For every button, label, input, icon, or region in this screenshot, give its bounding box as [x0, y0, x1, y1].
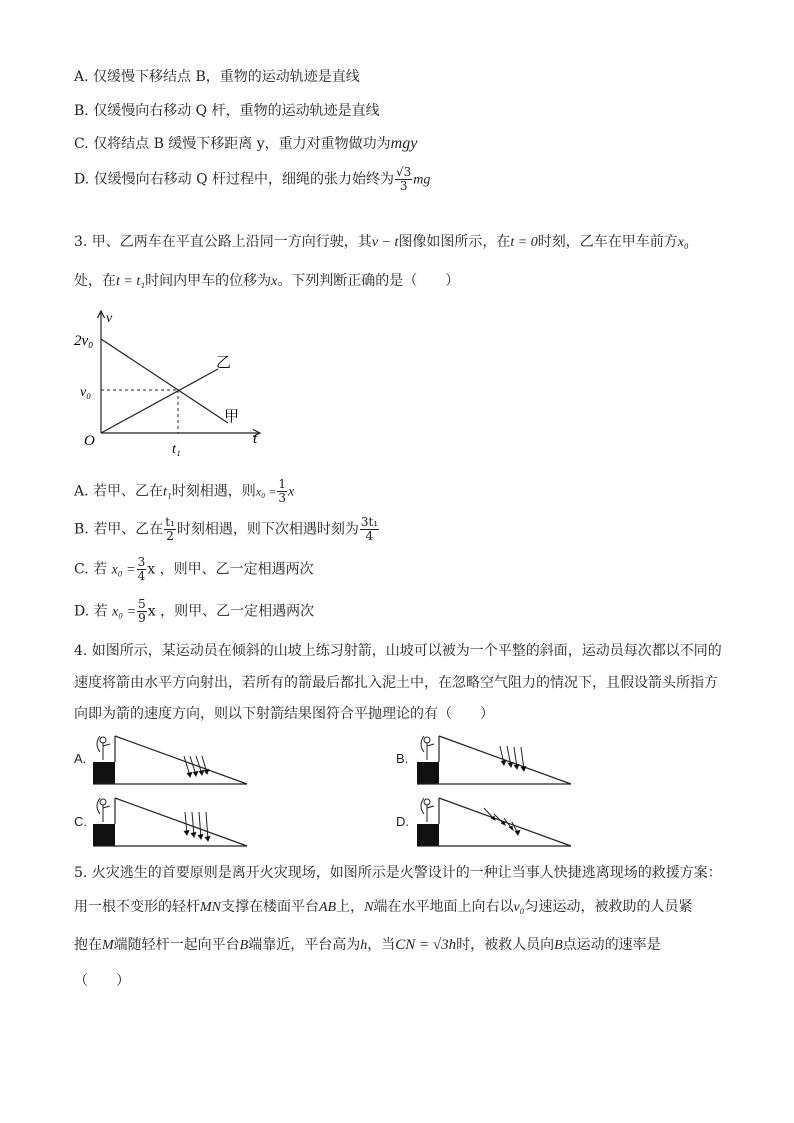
q5-stem-line1: 5. 火灾逃生的首要原则是离开火灾现场，如图所示是火警设计的一种让当事人快捷逃离现场的救援方案：	[74, 865, 722, 881]
q5-stem-line2: 用一根不变形的轻杆MN支撑在楼面平台AB上，N端在水平地面上向右以v₀匀速运动，被救助的人员紧	[74, 899, 693, 915]
q4-diagram-b	[414, 732, 574, 787]
q5-answer-bracket: （ ）	[74, 973, 130, 989]
q3-option-a: A. 若甲、乙在t₁时刻相遇，则x₀ = $\frac{1}{3}$ x	[74, 477, 295, 505]
q2-option-c-text: C. 仅将结点 B 缓慢下移距离 y，重力对重物做功为	[74, 136, 391, 152]
label-t1: t₁	[172, 442, 181, 457]
q4-diagram-d	[414, 794, 574, 849]
q5-stem-line3: 抱在M端随轻杆一起向平台B端靠近，平台高为h，当CN = √3h时，被救人员向B点运动的速率是	[74, 937, 661, 953]
q2-option-c	[74, 133, 417, 153]
label-t: t	[253, 431, 258, 447]
label-origin: O	[84, 433, 95, 449]
q3-stem-line2: 处，在t = t₁时间内甲车的位移为x。下列判断正确的是（ ）	[74, 273, 460, 289]
label-v0: v₀	[80, 385, 92, 400]
label-yi: 乙	[216, 355, 232, 371]
q2-option-d-fraction: $\frac{√3}{3}$	[396, 165, 412, 193]
q2-option-a: A. 仅缓慢下移结点 B，重物的运动轨迹是直线	[74, 69, 360, 85]
q4-label-d: D.	[396, 814, 409, 829]
q2-option-d-mg: mg	[413, 172, 431, 188]
q4-diagram-a	[90, 732, 250, 787]
q3-option-d: D. 若 x₀ = $\frac{5}{9}$ x ，则甲、乙一定相遇两次	[74, 597, 315, 625]
label-v: v	[106, 311, 113, 326]
q4-diagram-c	[90, 794, 250, 849]
q2-option-b: B. 仅缓慢向右移动 Q 杆，重物的运动轨迹是直线	[74, 103, 380, 119]
q4-label-c: C.	[74, 814, 87, 829]
label-2v0: 2v₀	[74, 333, 94, 349]
q4-stem-line2: 速度将箭由水平方向射出，若所有的箭最后都扎入泥土中，在忽略空气阻力的情况下，且假设箭头所指方	[74, 675, 718, 691]
line-yi	[101, 369, 218, 433]
q3-option-b: B. 若甲、乙在 $\frac{\text{t₁}}{2}$ 时刻相遇，则下次相遇时刻为 $\frac{\text{3t₁}}{4}$	[74, 515, 379, 543]
q2-option-c-formula: mgy	[390, 135, 418, 152]
label-jia: 甲	[224, 409, 240, 425]
q4-label-b: B.	[396, 751, 409, 766]
q2-option-d	[74, 166, 430, 193]
q4-label-a: A.	[74, 751, 87, 766]
q2-option-d-text: D. 仅缓慢向右移动 Q 杆过程中，细绳的张力始终为	[74, 171, 395, 188]
q4-stem-line1: 4. 如图所示，某运动员在倾斜的山坡上练习射箭，山坡可以被为一个平整的斜面，运动员每次都以不同的	[74, 643, 722, 659]
vt-graph	[70, 305, 270, 465]
q3-option-c: C. 若 x₀ = $\frac{3}{4}$ x ，则甲、乙一定相遇两次	[74, 555, 314, 583]
line-jia	[101, 339, 228, 423]
q4-stem-line3: 向即为箭的速度方向，则以下射箭结果图符合平抛理论的有（ ）	[74, 706, 494, 722]
q3-stem-line1: 3. 甲、乙两车在平直公路上沿同一方向行驶，其v − t图像如图所示，在t = 0时刻，乙车在甲车前方x₀	[74, 234, 689, 250]
